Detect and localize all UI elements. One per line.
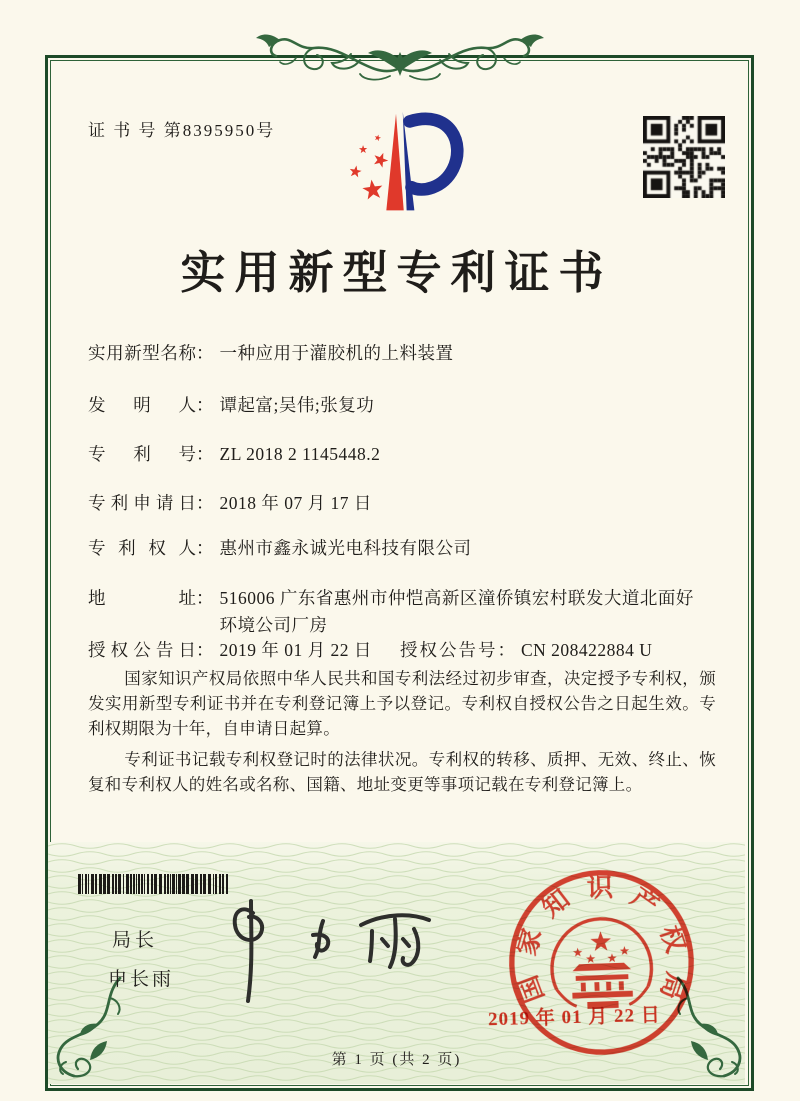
field-value: 惠州市鑫永诚光电科技有限公司 bbox=[219, 538, 472, 558]
page-number: 第 1 页 (共 2 页) bbox=[331, 1052, 462, 1068]
colon: ： bbox=[196, 343, 214, 363]
field-row-patent-number bbox=[88, 441, 728, 468]
field-row-grant bbox=[88, 637, 728, 664]
seal-date: 2019 年 01 月 22 日 bbox=[487, 1004, 662, 1031]
colon: ： bbox=[196, 640, 214, 660]
colon: ： bbox=[196, 588, 214, 608]
colon: ： bbox=[196, 444, 214, 464]
legal-paragraph-2: 专利证书记载专利权登记时的法律状况。专利权的转移、质押、无效、终止、恢复和专利权人的姓名或名称、国籍、地址变更等事项记载在专利登记簿上。 bbox=[88, 750, 716, 794]
field-value: 一种应用于灌胶机的上料装置 bbox=[219, 343, 454, 363]
top-dragon-ornament-icon bbox=[240, 24, 560, 90]
national-emblem-icon bbox=[550, 917, 653, 1010]
official-seal bbox=[501, 862, 703, 1064]
field-row-address bbox=[88, 585, 728, 639]
field-value: 2018 年 07 月 17 日 bbox=[219, 493, 372, 513]
colon: ： bbox=[196, 395, 214, 415]
certificate-number: 证 书 号 第8395950号 bbox=[88, 121, 276, 140]
field-value: 516006 广东省惠州市仲恺高新区潼侨镇宏村联发大道北面好环境公司厂房 bbox=[219, 588, 694, 635]
field-value: CN 208422884 U bbox=[521, 640, 653, 660]
field-value: 2019 年 01 月 22 日 bbox=[219, 640, 372, 660]
field-row-patentee bbox=[88, 535, 728, 562]
field-label: 专利号 bbox=[88, 444, 196, 464]
field-row-name bbox=[88, 340, 728, 367]
field-value: ZL 2018 2 1145448.2 bbox=[219, 444, 381, 464]
certificate-title: 实用新型专利证书 bbox=[180, 248, 613, 298]
legal-text-block bbox=[88, 666, 716, 803]
field-label: 专利申请日 bbox=[88, 493, 196, 513]
director-name: 申长雨 bbox=[108, 969, 175, 990]
handwritten-signature bbox=[205, 893, 445, 1008]
colon: ： bbox=[497, 640, 515, 660]
director-title: 局长 bbox=[112, 930, 159, 951]
qr-code bbox=[643, 116, 725, 198]
field-row-filing-date bbox=[88, 490, 728, 517]
field-label: 实用新型名称 bbox=[88, 343, 196, 363]
field-value: 谭起富;吴伟;张复功 bbox=[219, 395, 375, 415]
field-label: 授权公告日 bbox=[88, 640, 196, 660]
legal-paragraph-1: 国家知识产权局依照中华人民共和国专利法经过初步审查，决定授予专利权，颁发实用新型专利证书并在专利登记簿上予以登记。专利权自授权公告之日起生效。专利权期限为十年，自申请日起算。 bbox=[88, 669, 716, 738]
field-row-inventor bbox=[88, 392, 728, 419]
field-label: 发明人 bbox=[88, 395, 196, 415]
colon: ： bbox=[196, 538, 214, 558]
field-label: 地址 bbox=[88, 588, 196, 608]
field-label: 专利权人 bbox=[88, 538, 196, 558]
cnipa-logo-icon bbox=[338, 98, 483, 230]
seal-ring-text: 国家知识产权局 bbox=[512, 873, 691, 1007]
field-pair-grant-number bbox=[400, 637, 652, 664]
field-label: 授权公告号 bbox=[400, 640, 498, 660]
colon: ： bbox=[196, 493, 214, 513]
barcode bbox=[78, 874, 230, 894]
